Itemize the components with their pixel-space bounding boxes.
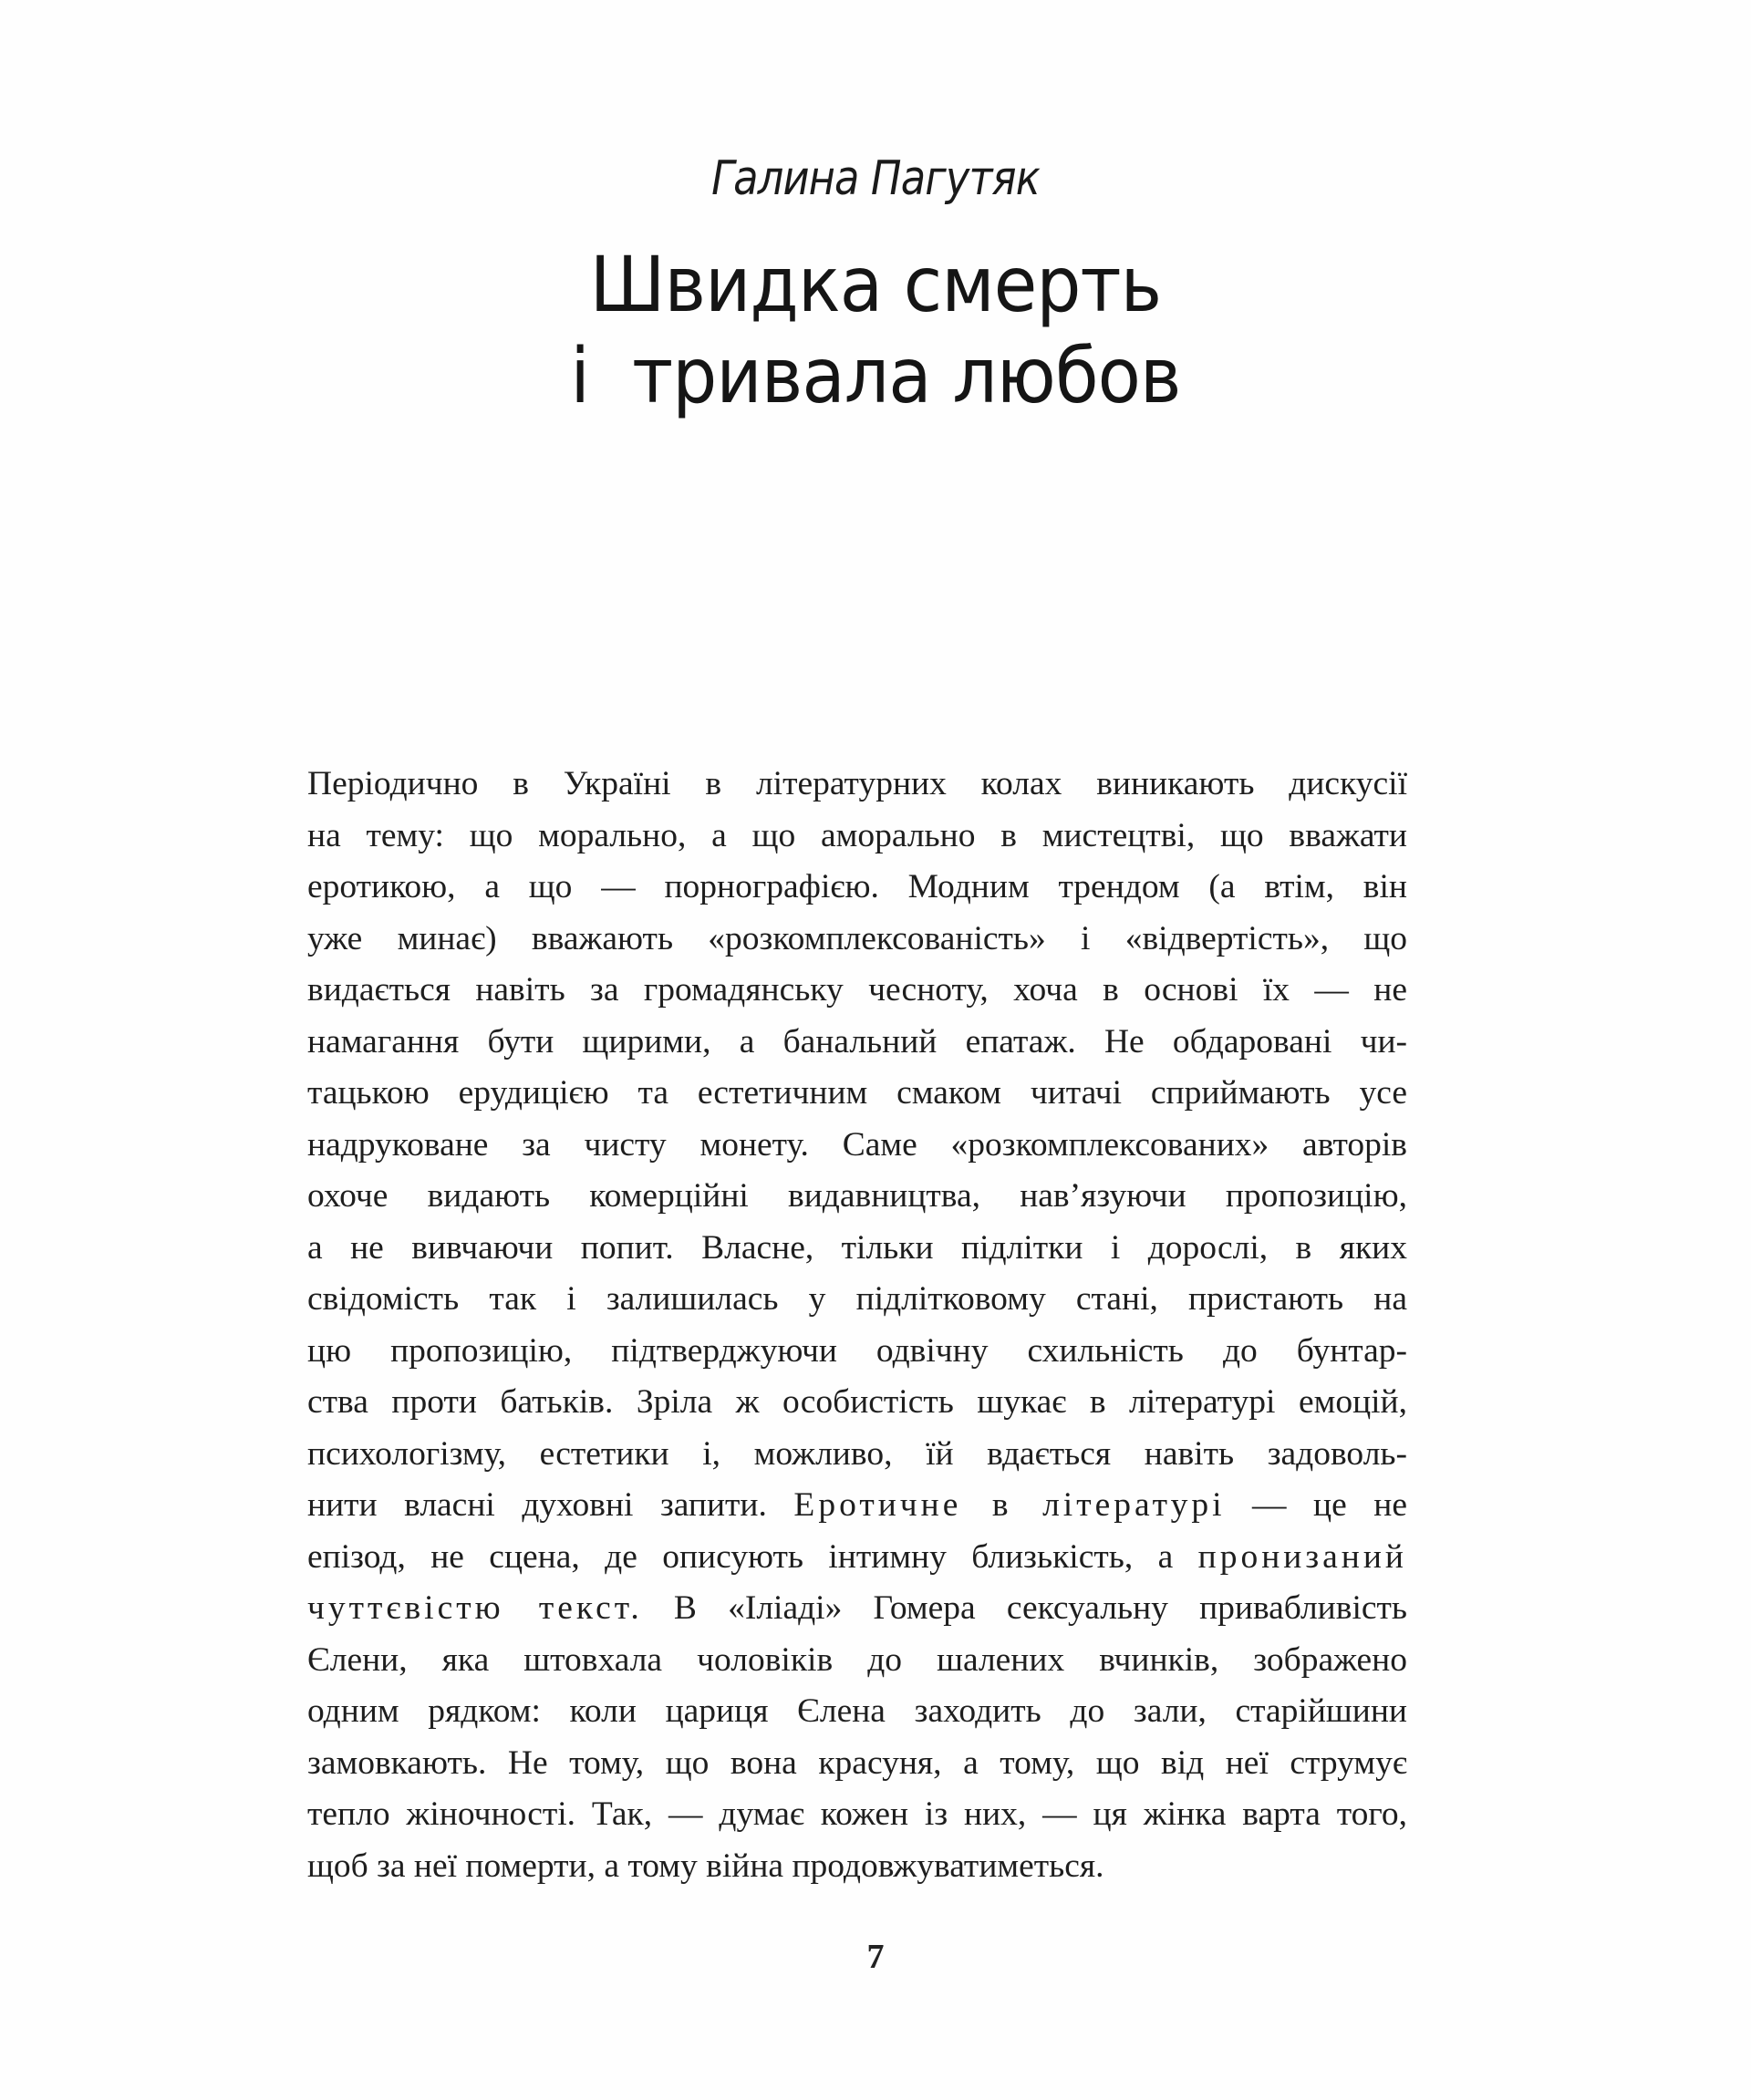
text-line: на тему: що морально, а що аморально в мистецтві, що вважати [307,816,1407,854]
emphasis-spaced: пронизаний [1197,1537,1407,1576]
text-line: а не вивчаючи попит. Власне, тільки підлітки і дорослі, в яких [307,1228,1407,1267]
page-number: 7 [866,1938,885,1976]
text-line [307,1532,1407,1584]
text-run: епізод, не сцена, де описують інтимну близькість, а [307,1537,1198,1576]
text-run: — це не [1225,1486,1407,1524]
text-line: одним рядком: коли цариця Єлена заходить до зали, старійшини [307,1692,1407,1730]
text-line: еротикою, а що — порнографією. Модним трендом (а втім, він [307,868,1407,905]
text-line: тепло жіночності. Так, — думає кожен із них, — ця жінка варта того, [307,1795,1407,1833]
text-line: ства проти батьків. Зріла ж особистість шукає в літературі емоцій, [307,1383,1407,1421]
title-line-1: Швидка смерть [589,240,1162,329]
text-line [307,1583,1407,1635]
text-line [307,1480,1407,1532]
emphasis-spaced: чуттєвістю текст. [307,1589,643,1627]
body-paragraph [307,759,1407,1892]
text-line: цю пропозицію, підтверджуючи одвічну схильність до бунтар- [307,1331,1407,1370]
text-line: свідомість так і залишилась у підлітковому стані, пристають на [307,1280,1407,1318]
title-line-2: і тривала любов [570,331,1181,420]
text-line: замовкають. Не тому, що вона красуня, а тому, що від неї струмує [307,1743,1407,1782]
chapter-title [0,239,1751,421]
text-line: намагання бути щирими, а банальний епатаж. Не обдаровані чи- [307,1022,1407,1060]
text-line: психологізму, естетики і, можливо, їй вдається навіть задоволь- [307,1434,1407,1473]
text-line: тацькою ерудицією та естетичним смаком читачі сприймають усе [307,1074,1407,1112]
text-line: Єлени, яка штовхала чоловіків до шалених вчинків, зображено [307,1640,1407,1679]
text-line: Періодично в Україні в літературних колах виникають дискусії [307,765,1407,802]
text-line: охоче видають комерційні видавництва, нав’язуючи пропозицію, [307,1177,1407,1215]
text-line: видається навіть за громадянську чесноту, хоча в основі їх — не [307,971,1407,1009]
text-line: надруковане за чисту монету. Саме «розкомплексованих» авторів [307,1125,1407,1164]
emphasis-spaced: Еротичне в літературі [793,1486,1226,1524]
text-line: щоб за неї померти, а тому війна продовжуватиметься. [307,1847,1104,1885]
text-run: нити власні духовні запити. [307,1486,794,1524]
author-name: Галина Пагутяк [711,151,1040,206]
text-run: В «Іліаді» Гомера сексуальну привабливість [642,1589,1407,1627]
text-line: уже минає) вважають «розкомплексованість» і «відвертість», що [307,919,1407,957]
